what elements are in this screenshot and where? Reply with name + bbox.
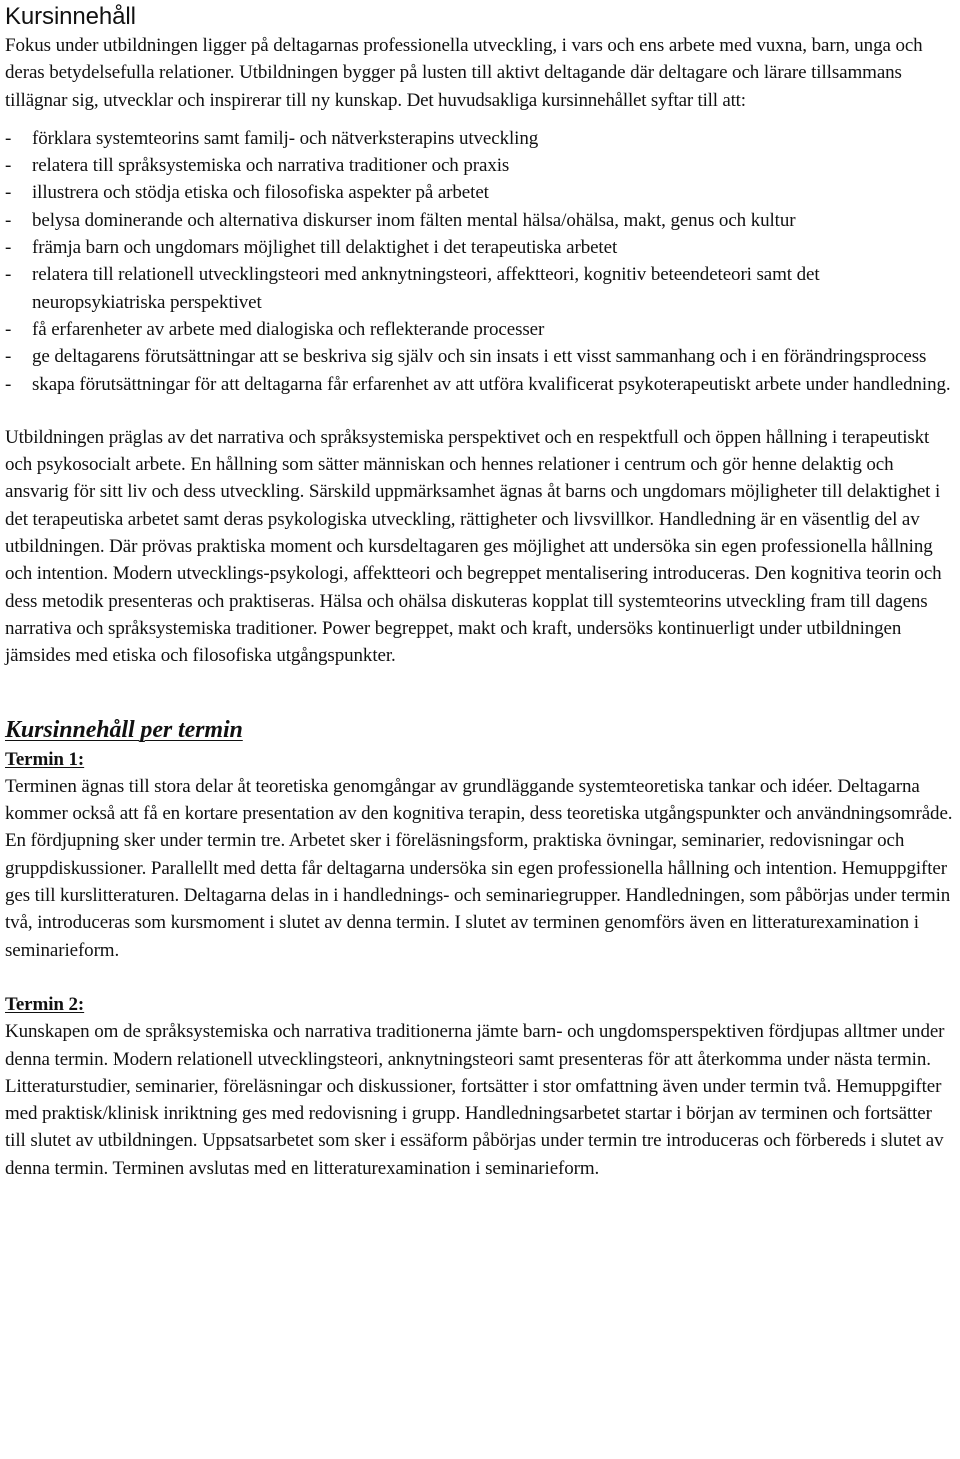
- list-dash: -: [5, 237, 12, 259]
- list-dash: -: [5, 127, 12, 149]
- aims-list: [5, 125, 955, 398]
- list-dash: -: [5, 155, 12, 177]
- term-1-heading: Termin 1:: [5, 748, 85, 770]
- list-item-text: få erfarenheter av arbete med dialogiska och reflekterande processer: [32, 318, 545, 340]
- list-item-text: relatera till relationell utvecklingsteori med anknytningsteori, affektteori, kognitiv beteendeteori samt det neuropsykiatriska perspektivet: [32, 264, 820, 313]
- intro-aims-lead: Det huvudsakliga kursinnehållet syftar till att:: [406, 89, 746, 111]
- list-dash: -: [5, 209, 12, 231]
- list-item-text: skapa förutsättningar för att deltagarna får erfarenhet av att utföra kvalificerat psykoterapeutiskt arbete under handledning.: [32, 373, 951, 395]
- term-2-heading: Termin 2:: [5, 993, 85, 1015]
- list-item: [5, 343, 955, 370]
- list-item: [5, 125, 955, 152]
- page-title: Kursinnehåll: [5, 3, 136, 30]
- list-dash: -: [5, 318, 12, 340]
- list-dash: -: [5, 182, 12, 204]
- list-item: [5, 152, 955, 179]
- list-item-text: illustrera och stödja etiska och filosofiska aspekter på arbetet: [32, 182, 489, 204]
- list-item-text: relatera till språksystemiska och narrativa traditioner och praxis: [32, 155, 510, 177]
- list-item: [5, 179, 955, 206]
- body-paragraph: Utbildningen präglas av det narrativa och språksystemiska perspektivet och en respektfull och öppen hållning i terapeutiskt och psykosocialt arbete. En hållning som sätter människan och hennes relationer i centrum och gör henne delaktig och ansvarig för sitt liv och dess utveckling. Särskild uppmärksamhet ägnas åt barns och ungdomars möjligheter till delaktighet i det terapeutiska arbetet samt deras psykologiska utveckling, rättigheter och livsvillkor. Handledning är en väsentlig del av utbildningen. Där prövas praktiska moment och kursdeltagaren ges möjlighet att undersöka sin egen professionella hållning och intention. Modern utvecklings-psykologi, affektteori och begreppet mentalisering introduceras. Den kognitiva teorin och dess metodik presenteras och praktiseras. Hälsa och ohälsa diskuteras kopplat till systemteorins utveckling fram till dagens narrativa och språksystemiska traditioner. Power begreppet, makt och kraft, undersöks kontinuerligt under utbildningen jämsides med etiska och filosofiska utgångspunkter.: [5, 426, 942, 667]
- term-1-section: [5, 746, 955, 964]
- list-item: [5, 261, 955, 316]
- list-dash: -: [5, 346, 12, 368]
- list-item: [5, 207, 955, 234]
- list-dash: -: [5, 264, 12, 286]
- list-item: [5, 371, 955, 398]
- section-heading: Kursinnehåll per termin: [5, 716, 243, 743]
- list-item-text: ge deltagarens förutsättningar att se beskriva sig själv och sin insats i ett visst sammanhang och i en förändringsprocess: [32, 346, 927, 368]
- list-item-text: belysa dominerande och alternativa diskurser inom fälten mental hälsa/ohälsa, makt, genus och kultur: [32, 209, 796, 231]
- list-item-text: främja barn och ungdomars möjlighet till delaktighet i det terapeutiska arbetet: [32, 237, 618, 259]
- intro-text: Fokus under utbildningen ligger på deltagarnas professionella utveckling, i vars och ens arbete med vuxna, barn, unga och deras betydelsefulla relationer. Utbildningen bygger på lusten till aktivt deltagande där deltagare och lärare tillsammans tillägnar sig, utvecklar och inspirerar till ny kunskap.: [5, 35, 923, 111]
- list-item: [5, 316, 955, 343]
- list-item-text: förklara systemteorins samt familj- och nätverksterapins utveckling: [32, 127, 539, 149]
- term-1-text: Terminen ägnas till stora delar åt teoretiska genomgångar av grundläggande systemteoretiska tankar och idéer. Deltagarna kommer också att få en kortare presentation av den kognitiva terapin, dess teoretiska utgångspunkter och användningsområde. En fördjupning sker under termin tre. Arbetet sker i föreläsningsform, praktiska övningar, seminarier, redovisningar och gruppdiskussioner. Parallellt med detta får deltagarna undersöka sin egen professionella hållning och intention. Hemuppgifter ges till kurslitteraturen. Deltagarna delas in i handlednings- och seminariegrupper. Handledningen, som påbörjas under termin två, introduceras som kursmoment i slutet av denna termin. I slutet av terminen genomförs även en litteraturexamination i seminarieform.: [5, 775, 953, 961]
- list-dash: -: [5, 373, 12, 395]
- intro-paragraph: [5, 32, 955, 114]
- list-item: [5, 234, 955, 261]
- document: [5, 0, 955, 1182]
- term-2-text: Kunskapen om de språksystemiska och narrativa traditionerna jämte barn- och ungdomsperspektiven fördjupas alltmer under denna termin. Modern relationell utvecklingsteori, anknytningsteori samt presenteras för att återkomma under nästa termin. Litteraturstudier, seminarier, föreläsningar och diskussioner, fortsätter i stor omfattning även under termin två. Hemuppgifter med praktisk/klinisk inriktning ges med redovisning i grupp. Handledningsarbetet startar i början av terminen och fortsätter till slutet av utbildningen. Uppsatsarbetet som sker i essäform påbörjas under termin tre introduceras och förbereds i slutet av denna termin. Terminen avslutas med en litteraturexamination i seminarieform.: [5, 1021, 945, 1179]
- term-2-section: [5, 991, 955, 1182]
